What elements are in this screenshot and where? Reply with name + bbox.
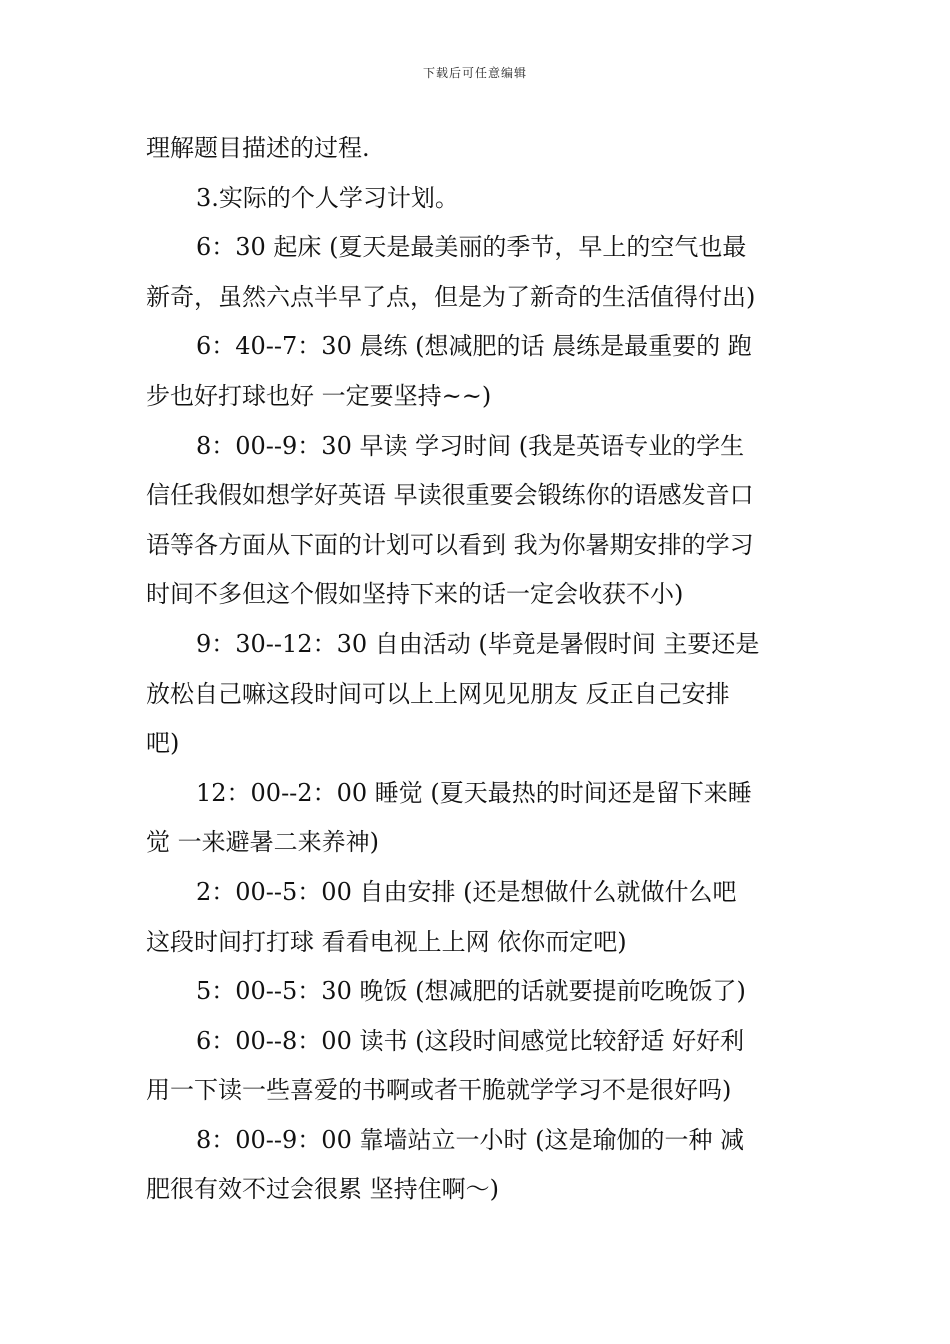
text-line: 2：00--5：00 自由安排 (还是想做什么就做什么吧: [196, 877, 737, 906]
text-line: 时间不多但这个假如坚持下来的话一定会收获不小): [146, 580, 684, 609]
text-line: 9：30--12：30 自由活动 (毕竟是暑假时间 主要还是: [196, 629, 760, 658]
text-line: 8：00--9：00 靠墙站立一小时 (这是瑜伽的一种 减: [196, 1125, 745, 1154]
text-line: 觉 一来避暑二来养神): [146, 828, 379, 857]
text-line: 12：00--2：00 睡觉 (夏天最热的时间还是留下来睡: [196, 778, 752, 807]
text-line: 放松自己嘛这段时间可以上上网见见朋友 反正自己安排: [146, 679, 730, 708]
text-line: 3.实际的个人学习计划。: [196, 183, 459, 212]
text-line: 8：00--9：30 早读 学习时间 (我是英语专业的学生: [196, 431, 745, 460]
text-line: 用一下读一些喜爱的书啊或者干脆就学学习不是很好吗): [146, 1076, 732, 1105]
text-line: 6：40--7：30 晨练 (想减肥的话 晨练是最重要的 跑: [196, 332, 752, 361]
text-line: 6：30 起床 (夏天是最美丽的季节，早上的空气也最: [196, 233, 747, 262]
text-line: 吧): [146, 729, 180, 758]
text-line: 肥很有效不过会很累 坚持住啊～): [146, 1175, 499, 1204]
text-line: 这段时间打打球 看看电视上上网 依你而定吧): [146, 927, 627, 956]
text-line: 6：00--8：00 读书 (这段时间感觉比较舒适 好好利: [196, 1026, 745, 1055]
text-line: 步也好打球也好 一定要坚持~~): [146, 381, 492, 410]
document-body: [146, 124, 810, 1215]
text-line: 语等各方面从下面的计划可以看到 我为你暑期安排的学习: [146, 530, 754, 559]
page-header: 下载后可任意编辑: [422, 66, 527, 80]
text-line: 信任我假如想学好英语 早读很重要会锻练你的语感发音口: [146, 481, 754, 510]
text-line: 新奇，虽然六点半早了点，但是为了新奇的生活值得付出): [146, 282, 756, 311]
text-line: 理解题目描述的过程.: [146, 134, 370, 162]
text-line: 5：00--5：30 晚饭 (想减肥的话就要提前吃晚饭了): [196, 977, 746, 1006]
